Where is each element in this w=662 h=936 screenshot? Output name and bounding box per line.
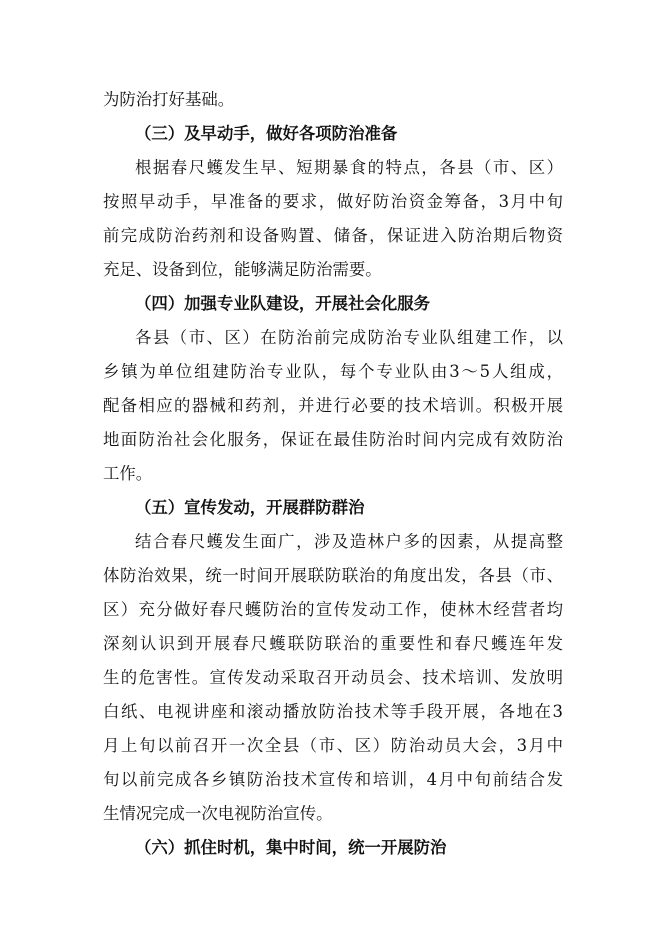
paragraph-line: 各县（市、区）在防治前完成防治专业队组建工作，以 (135, 328, 563, 347)
paragraph-line: 白纸、电视讲座和滚动播放防治技术等手段开展，各地在3 (103, 702, 563, 721)
section-heading-5: （五）宣传发动，开展群防群治 (135, 498, 365, 517)
paragraph-line: 为防治打好基础。 (103, 90, 235, 109)
paragraph-line: 区）充分做好春尺蠖防治的宣传发动工作，使林木经营者均 (103, 600, 563, 619)
paragraph-line: 按照早动手，早准备的要求，做好防治资金筹备，3月中旬 (103, 192, 563, 211)
paragraph-line: 月上旬以前召开一次全县（市、区）防治动员大会，3月中 (103, 736, 563, 755)
paragraph-line: 深刻认识到开展春尺蠖联防联治的重要性和春尺蠖连年发 (103, 634, 563, 653)
paragraph-line: 配备相应的器械和药剂，并进行必要的技术培训。积极开展 (103, 396, 563, 415)
paragraph-line: 根据春尺蠖发生早、短期暴食的特点，各县（市、区） (135, 158, 563, 177)
section-heading-3: （三）及早动手，做好各项防治准备 (135, 124, 398, 143)
paragraph-line: 体防治效果，统一时间开展联防联治的角度出发，各县（市、 (103, 566, 563, 585)
paragraph-line: 生情况完成一次电视防治宣传。 (103, 804, 333, 823)
paragraph-line: 结合春尺蠖发生面广，涉及造林户多的因素，从提高整 (135, 532, 563, 551)
paragraph-line: 乡镇为单位组建防治专业队，每个专业队由3～5人组成， (103, 362, 563, 381)
paragraph-line: 前完成防治药剂和设备购置、储备，保证进入防治期后物资 (103, 226, 563, 245)
paragraph-line: 充足、设备到位，能够满足防治需要。 (103, 260, 382, 279)
paragraph-line: 地面防治社会化服务，保证在最佳防治时间内完成有效防治 (103, 430, 563, 449)
paragraph-line: 生的危害性。宣传发动采取召开动员会、技术培训、发放明 (103, 668, 563, 687)
section-heading-4: （四）加强专业队建设，开展社会化服务 (135, 294, 431, 313)
paragraph-line: 旬以前完成各乡镇防治技术宣传和培训，4月中旬前结合发 (103, 770, 563, 789)
section-heading-6: （六）抓住时机，集中时间，统一开展防治 (135, 838, 447, 857)
paragraph-line: 工作。 (103, 464, 153, 483)
